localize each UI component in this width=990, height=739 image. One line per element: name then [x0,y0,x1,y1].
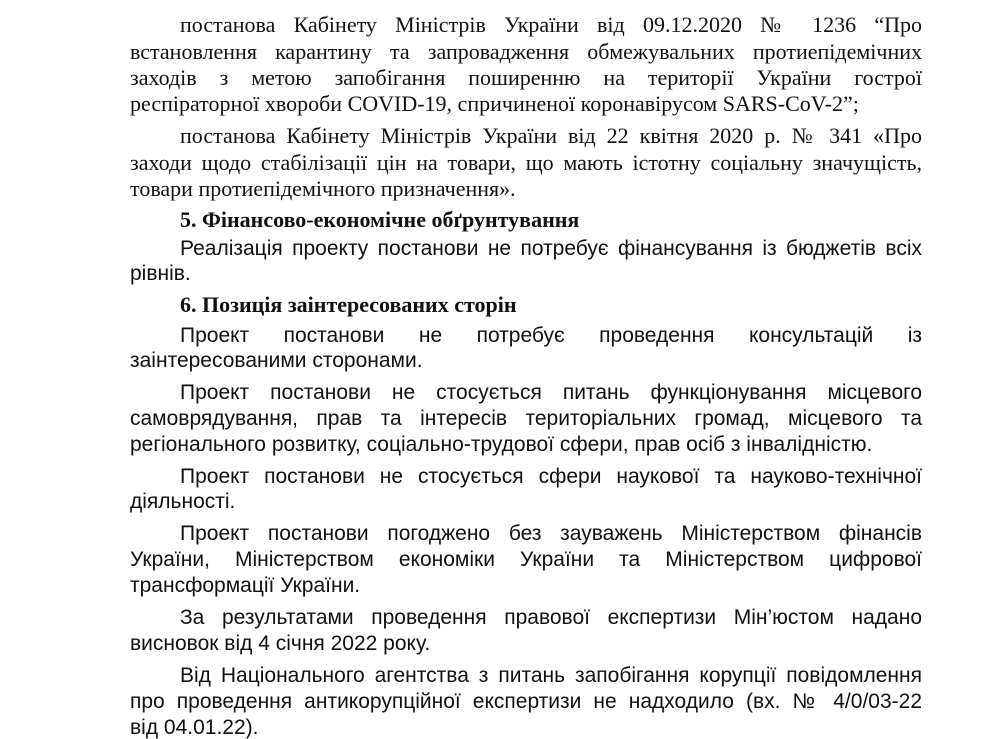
text-line: про проведення антикорупційної експертизи не надходило (вх. № 4/0/03-22 [130,690,922,713]
text-line: Реалізація проекту постанови не потребує фінансування із бюджетів всіх [180,237,922,260]
text-line: Проект постанови погоджено без зауважень Міністерством фінансів [180,522,922,545]
text-line: Від Національного агентства з питань запобігання корупції повідомлення [180,664,922,687]
text-line: заходів з метою запобігання поширенню на території України гострої [130,65,922,90]
text-line: рівнів. [130,262,191,285]
text-line: Проект постанови не стосується питань функціонування місцевого [180,381,922,404]
text-line: діяльності. [130,490,236,513]
text-line: України, Міністерством економіки України та Міністерством цифрової [130,548,922,571]
section-heading: 5. Фінансово-економічне обґрунтування [180,207,580,232]
text-line: постанова Кабінету Міністрів України від 09.12.2020 № 1236 “Про [180,12,922,37]
text-line: Проект постанови не потребує проведення консультацій із [180,324,922,347]
text-line: заходи щодо стабілізації цін на товари, що мають істотну соціальну значущість, [130,150,922,175]
text-line: Проект постанови не стосується сфери наукової та науково-технічної [180,465,922,488]
text-line: респіраторної хвороби COVID-19, спричиненої коронавірусом SARS-CoV-2”; [130,91,859,116]
text-line: товари протиепідемічного призначення». [130,176,516,201]
text-line: регіонального розвитку, соціально-трудової сфери, прав осіб з інвалідністю. [130,433,873,456]
section-heading: 6. Позиція заінтересованих сторін [180,292,517,317]
text-line: заінтересованими сторонами. [130,349,423,372]
text-line: трансформації України. [130,574,361,597]
text-line: від 04.01.22). [130,716,259,739]
text-line: самоврядування, прав та інтересів територіальних громад, місцевого та [130,407,922,430]
text-line: встановлення карантину та запровадження обмежувальних протиепідемічних [130,39,922,64]
text-line: За результатами проведення правової експертизи Мін’юстом надано [180,606,922,629]
text-line: постанова Кабінету Міністрів України від 22 квітня 2020 р. № 341 «Про [180,123,922,148]
text-line: висновок від 4 січня 2022 року. [130,632,431,655]
